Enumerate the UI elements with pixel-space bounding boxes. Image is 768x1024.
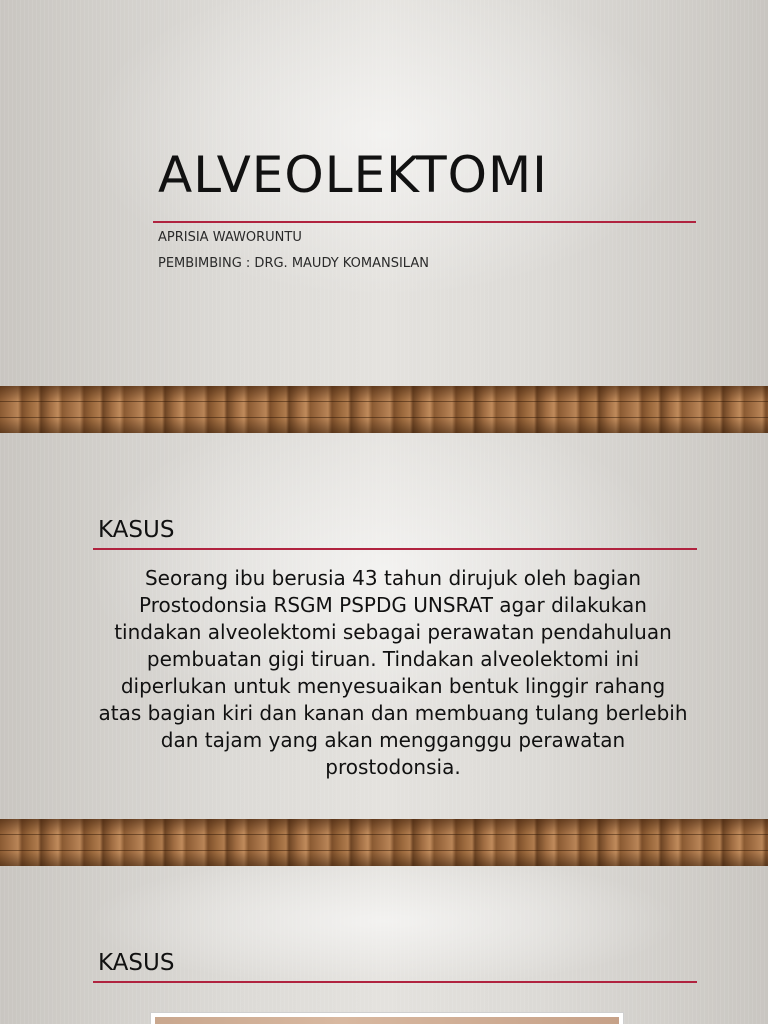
wood-floor-divider bbox=[0, 819, 768, 866]
author-name: APRISIA WAWORUNTU bbox=[158, 230, 302, 245]
slide-heading: KASUS bbox=[98, 517, 175, 543]
clinical-photo-image bbox=[155, 1017, 619, 1024]
heading-underline bbox=[93, 548, 697, 550]
case-description: Seorang ibu berusia 43 tahun dirujuk oleh bagian Prostodonsia RSGM PSPDG UNSRAT agar dilakukan tindakan alveolektomi sebagai perawatan pendahuluan pembuatan gigi tiruan. Tindakan alveolektomi ini diperlukan untuk menyesuaikan bentuk linggir rahang atas bagian kiri dan kanan dan membuang tulang berlebih dan tajam yang akan mengganggu perawatan prostodonsia. bbox=[98, 566, 688, 779]
clinical-photo bbox=[150, 1012, 624, 1024]
slide-1 bbox=[0, 0, 768, 386]
slide-heading: KASUS bbox=[98, 950, 175, 976]
slide-3 bbox=[0, 866, 768, 1024]
wood-floor-divider bbox=[0, 386, 768, 433]
slide-title: ALVEOLEKTOMI bbox=[158, 146, 548, 204]
title-underline bbox=[153, 221, 696, 223]
slide-2 bbox=[0, 433, 768, 819]
supervisor-name: PEMBIMBING : DRG. MAUDY KOMANSILAN bbox=[158, 256, 429, 271]
heading-underline bbox=[93, 981, 697, 983]
